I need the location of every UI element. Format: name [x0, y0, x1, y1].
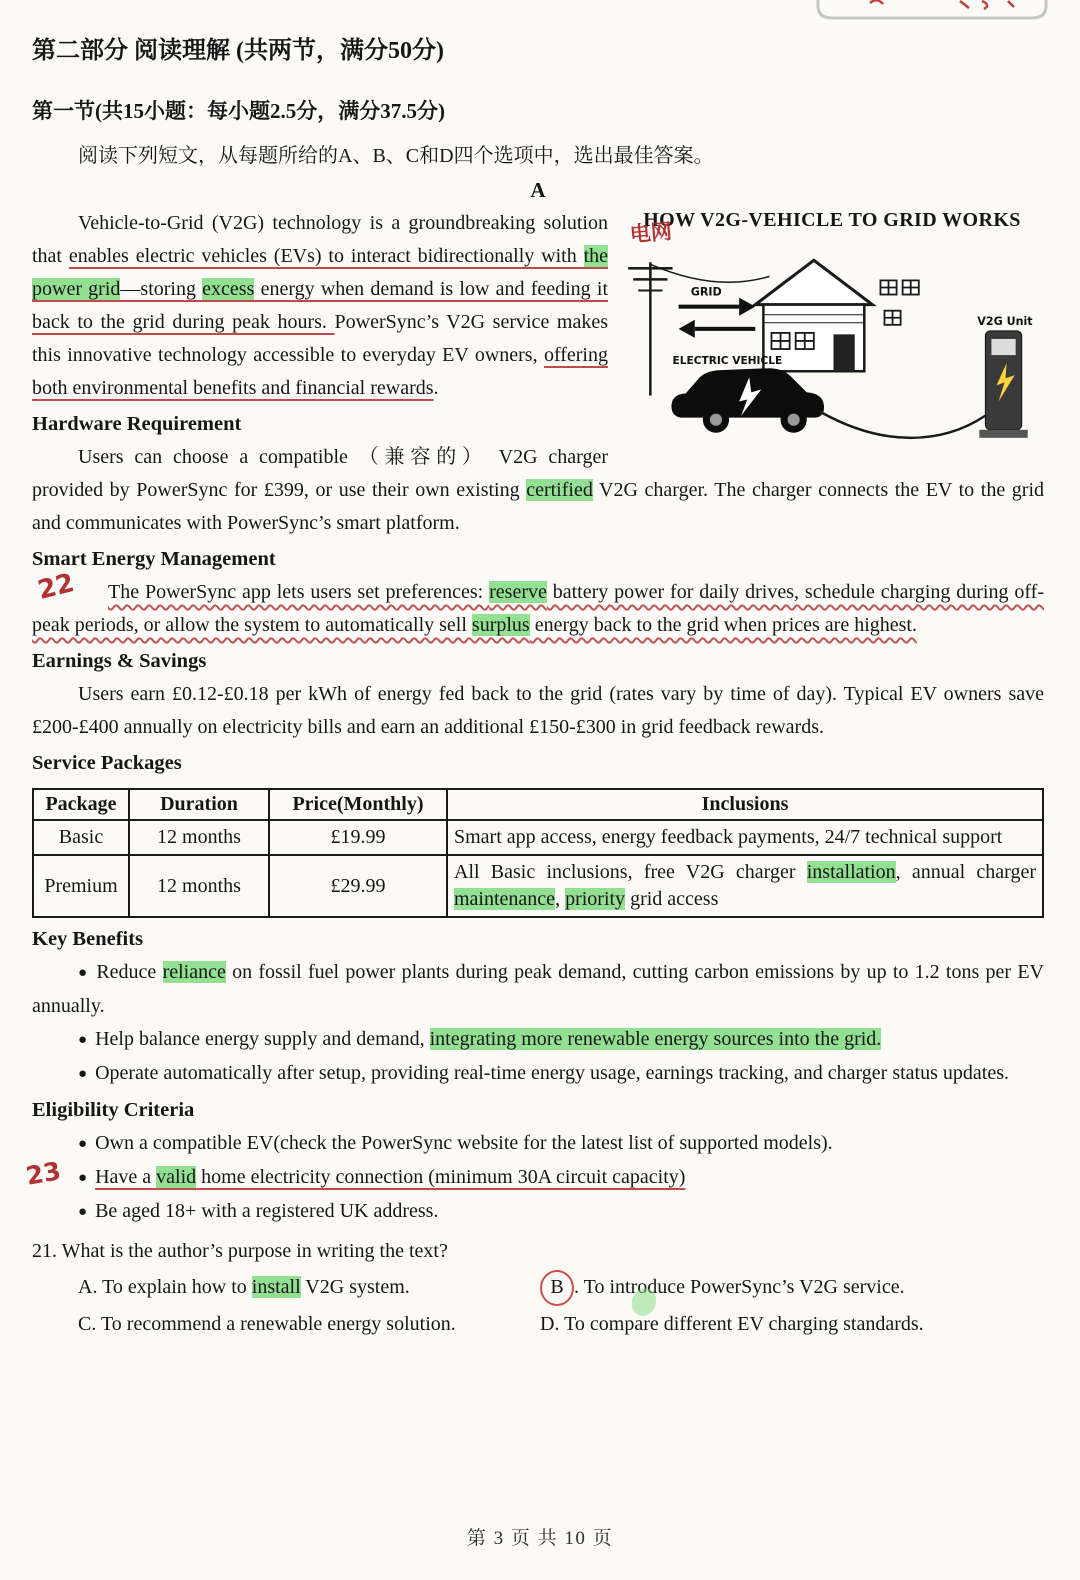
cell-inclusions-basic: Smart app access, energy feedback payments, 24/7 technical support: [447, 820, 1043, 855]
heading-earnings-savings: Earnings & Savings: [32, 650, 207, 672]
cell-duration-premium: 12 months: [129, 855, 269, 917]
text-run: home electricity connection (minimum 30A circuit capacity): [196, 1166, 686, 1188]
text-run: battery power for daily drives, schedule charging during off-peak periods, or allow the system to automatically sell: [32, 581, 1044, 636]
instructions-text: 阅读下列短文，从每题所给的A、B、C和D四个选项中，选出最佳答案。: [78, 145, 714, 167]
text-run: —storing: [120, 278, 203, 300]
highlight-installation: installation: [806, 861, 896, 883]
cell-price-premium: £29.99: [269, 855, 447, 917]
cell-price-basic: £19.99: [269, 820, 447, 855]
smart-paragraph-wrap: [32, 568, 1044, 642]
text-run: All Basic inclusions, free V2G charger: [454, 861, 807, 883]
page-number-footer: 第 3 页 共 10 页: [466, 1528, 614, 1549]
electric-vehicle-label: ELECTRIC VEHICLE: [672, 355, 783, 368]
highlight-surplus: surplus: [471, 614, 530, 636]
text-run: , annual charger: [895, 861, 1037, 883]
heading-smart-energy-management: Smart Energy Management: [32, 548, 276, 570]
diagram-title: HOW V2G-VEHICLE TO GRID WORKS: [643, 209, 1021, 231]
handwritten-note-23: 23: [23, 1156, 64, 1191]
col-header-package: Package: [33, 789, 129, 820]
table-row-premium: [33, 855, 1043, 917]
circled-answer-b: B: [540, 1270, 574, 1306]
text-run: introduce: [609, 1276, 685, 1298]
options-row-1: [32, 1269, 1044, 1306]
col-header-duration: Duration: [129, 789, 269, 820]
eligibility-item-3: [32, 1195, 1044, 1229]
cutoff-corner-decoration: [812, 0, 1052, 22]
option-d: [540, 1306, 1044, 1343]
highlight-priority: priority: [565, 888, 626, 910]
text-run: energy when demand is low and feeding it back to the grid during peak hours.: [32, 278, 608, 333]
cell-package-premium: Premium: [33, 855, 129, 917]
option-b: [540, 1269, 1044, 1306]
bullet-icon: ●: [78, 1170, 88, 1186]
v2g-diagram: [620, 209, 1044, 461]
electric-car-icon: [671, 368, 824, 433]
text-run: D. To compare different EV charging standards.: [540, 1313, 924, 1335]
benefit-item-1: [32, 956, 1044, 1023]
text-run: grid access: [625, 888, 719, 910]
text-run: Help balance energy supply and demand,: [95, 1028, 430, 1050]
highlight-maintenance: maintenance: [454, 888, 556, 910]
bullet-icon: ●: [78, 1204, 88, 1220]
passage-body: [23, 207, 1045, 1343]
heading-eligibility-criteria: Eligibility Criteria: [32, 1099, 195, 1121]
earnings-paragraph: Users earn £0.12-£0.18 per kWh of energy fed back to the grid (rates vary by time of day). Typical EV owners save £200-£400 annually on electricity bills and earn an additional £150-£300 in grid feedback rewards.: [32, 683, 1044, 738]
col-header-inclusions: Inclusions: [447, 789, 1043, 820]
text-run: .: [433, 377, 439, 399]
bullet-icon: ●: [78, 1066, 88, 1082]
bullet-icon: ●: [78, 1136, 88, 1152]
table-row-basic: [33, 820, 1043, 855]
highlight-install: install: [251, 1276, 301, 1298]
smart-paragraph: [32, 576, 1044, 642]
service-packages-table: [32, 788, 1044, 918]
benefit-item-2: [32, 1023, 1044, 1057]
v2g-unit-label: V2G Unit: [977, 314, 1033, 328]
text-run: V2G system.: [300, 1276, 410, 1298]
cell-inclusions-premium: [447, 855, 1043, 917]
text-run: offering both environmental benefits and financial rewards: [32, 344, 608, 399]
text-run: ,: [555, 888, 566, 910]
handwritten-annotation-dianwang: 电网: [628, 219, 673, 247]
passage-label: A: [530, 178, 546, 202]
highlight-renewable-phrase: integrating more renewable energy sources into the grid.: [429, 1028, 882, 1050]
text-run: Vehicle-to-Grid (V2G) technology is a groundbreaking solution that: [32, 212, 608, 267]
text-run: PowerSync’s V2G service makes this innovative technology accessible to everyday EV owners,: [32, 311, 609, 366]
text-run: V2G charger. The charger connects the EV to the grid and communicates with PowerSync’s smart platform.: [32, 479, 1045, 534]
eligibility-item-1: [32, 1127, 1044, 1161]
introduce-term: [609, 1276, 685, 1298]
text-run: Be aged 18+ with a registered UK address.: [95, 1200, 439, 1222]
v2g-diagram-figure: [620, 234, 1044, 456]
bidirectional-arrows-icon: [679, 298, 756, 338]
bullet-icon: ●: [78, 965, 89, 981]
text-run: PowerSync’s V2G service.: [685, 1276, 905, 1298]
grid-label: GRID: [690, 285, 722, 299]
option-a: [32, 1269, 540, 1306]
handwritten-note-22: 22: [34, 568, 78, 606]
highlight-reliance: reliance: [162, 961, 226, 983]
highlight-certified: certified: [526, 479, 593, 501]
col-header-price: Price(Monthly): [269, 789, 447, 820]
bullet-icon: ●: [78, 1032, 88, 1048]
heading-service-packages: Service Packages: [32, 752, 182, 774]
text-run: The PowerSync app lets users set preferences:: [108, 581, 490, 603]
question-21-stem: 21. What is the author’s purpose in writing the text?: [32, 1240, 448, 1262]
section-title: 第一节(共15小题：每小题2.5分，满分37.5分): [32, 99, 445, 123]
text-run: Operate automatically after setup, providing real-time energy usage, earnings tracking, and charger status updates.: [95, 1062, 1009, 1084]
cell-duration-basic: 12 months: [129, 820, 269, 855]
text-run: Users can choose a compatible （兼容的） V2G charger provided by PowerSync for £399, or use their own existing: [32, 446, 608, 501]
eligibility-item-2-wrap: [23, 1156, 1044, 1195]
highlight-power-grid: the power grid: [32, 245, 608, 300]
options-row-2: [32, 1306, 1044, 1343]
text-run: Have a: [95, 1166, 157, 1188]
table-header-row: [33, 789, 1043, 820]
text-run: energy back to the grid when prices are highest.: [529, 614, 917, 636]
highlight-valid: valid: [156, 1166, 197, 1188]
highlight-excess: excess: [202, 278, 255, 300]
option-c: [32, 1306, 540, 1343]
highlight-reserve: reserve: [489, 581, 547, 603]
text-run: Reduce: [96, 961, 163, 983]
text-run: C. To recommend a renewable energy solution.: [78, 1313, 456, 1335]
heading-hardware-requirement: Hardware Requirement: [32, 413, 242, 435]
eligibility-item-2: [32, 1161, 1044, 1195]
part-title: 第二部分 阅读理解 (共两节，满分50分): [32, 38, 444, 64]
charging-cable: [820, 412, 985, 438]
text-run: . To: [574, 1276, 610, 1298]
cell-package-basic: Basic: [33, 820, 129, 855]
text-run: enables electric vehicles (EVs) to interact bidirectionally with: [68, 245, 584, 267]
text-run: Own a compatible EV(check the PowerSync website for the latest list of supported models).: [95, 1132, 833, 1154]
v2g-charger-unit-icon: [979, 331, 1027, 438]
benefit-item-3: [32, 1057, 1044, 1091]
heading-key-benefits: Key Benefits: [32, 928, 144, 950]
text-run: A. To explain how to: [78, 1276, 252, 1298]
text-run: on fossil fuel power plants during peak demand, cutting carbon emissions by up to 1.2 tons per EV annually.: [32, 961, 1044, 1017]
